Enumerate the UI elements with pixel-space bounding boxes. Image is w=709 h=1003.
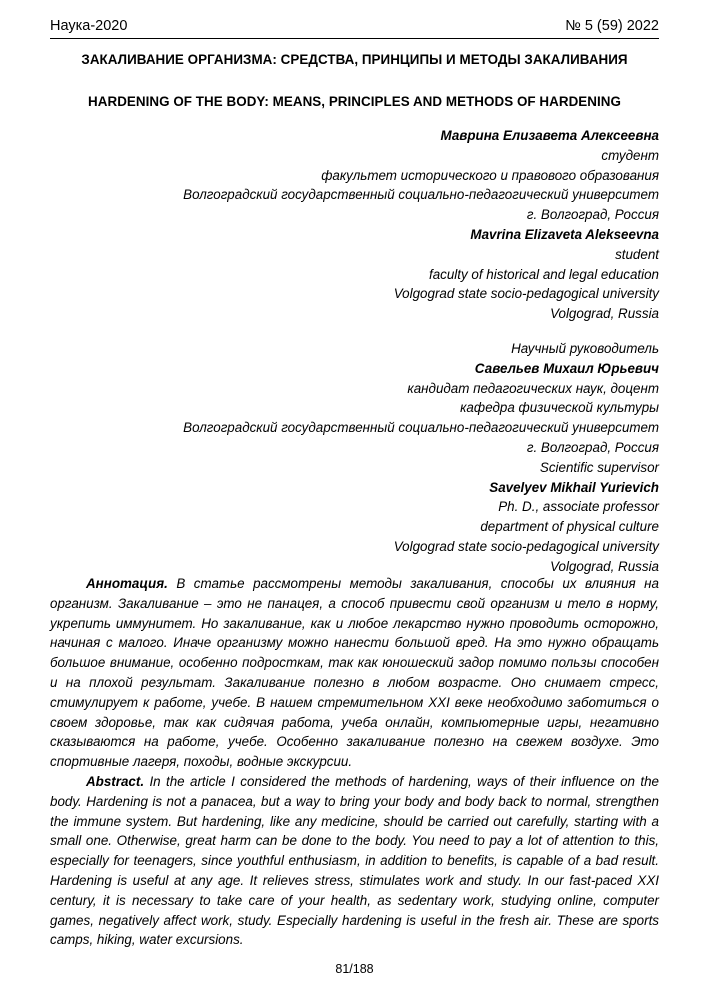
abstract-paragraph-en	[50, 772, 659, 950]
journal-name: Наука-2020	[50, 18, 128, 34]
supervisor-university-en: Volgograd state socio-pedagogical university	[393, 538, 659, 554]
article-title-en: HARDENING OF THE BODY: MEANS, PRINCIPLES AND METHODS OF HARDENING	[88, 94, 621, 109]
running-header	[50, 16, 659, 39]
supervisor-city-ru: г. Волгоград, Россия	[526, 439, 659, 455]
supervisor-name-en: Savelyev Mikhail Yurievich	[489, 479, 659, 495]
author-city-en: Volgograd, Russia	[550, 306, 659, 322]
abstract-text-ru: В статье рассмотрены методы закаливания, способы их влияния на организм. Закаливание – это не панацея, а способ привести свой организм и тело в норму, укрепить иммунитет. Но закаливание, как и любое лекарство нужно проводить осторожно, начиная с малого. Иначе организму можно нанести большой вред. На это нужно обращать большое внимание, особенно подросткам, так как юношеский задор помимо пользы способен и на плохой результат. Закаливание полезно в любом возрасте. Оно снимает стресс, стимулирует к работе, учебе. В нашем стремительном XXI веке необходимо заботиться о своем здоровье, так как сидячая работа, учеба онлайн, компьютерные игры, негативно сказываются на работе, учебе. Особенно закаливание полезно на свежем воздухе. Это спортивные лагеря, походы, водные экскурсии.	[50, 576, 659, 770]
supervisor-degree-en: Ph. D., associate professor	[498, 499, 659, 515]
supervisor-department-en: department of physical culture	[480, 519, 659, 535]
supervisor-degree-ru: кандидат педагогических наук, доцент	[407, 380, 659, 396]
supervisor-label-ru: Научный руководитель	[511, 340, 659, 356]
article-title-ru: ЗАКАЛИВАНИЕ ОРГАНИЗМА: СРЕДСТВА, ПРИНЦИПЫ И МЕТОДЫ ЗАКАЛИВАНИЯ	[81, 52, 628, 67]
section-gap	[50, 324, 659, 339]
issue-number: № 5 (59) 2022	[565, 18, 659, 34]
abstract-label-en: Abstract.	[86, 773, 145, 789]
author-name-ru: Маврина Елизавета Алексеевна	[440, 128, 659, 143]
author-university-en: Volgograd state socio-pedagogical university	[393, 286, 659, 302]
abstract-label-ru: Аннотация.	[86, 576, 168, 591]
abstract-section	[50, 574, 659, 950]
abstract-paragraph-ru	[50, 574, 659, 772]
supervisor-label-en: Scientific supervisor	[539, 459, 659, 475]
author-role-ru: студент	[601, 147, 659, 163]
supervisor-department-ru: кафедра физической культуры	[460, 400, 659, 416]
abstract-text-en: In the article I considered the methods of hardening, ways of their influence on the body. Hardening is not a panacea, but a way to bring your body and body back to normal, strengthen the immune system. But hardening, like any medicine, should be carried out carefully, starting with a small one. Otherwise, great harm can be done to the body. You need to pay a lot of attention to this, especially for teenagers, since youthful enthusiasm, in addition to benefits, is capable of a bad result. Hardening is useful at any age. It relieves stress, stimulates work and study. In our fast-paced XXI century, it is necessary to take care of your health, as sedentary work, studying online, computer games, negatively affect work, study. Especially hardening is useful in the fresh air. These are sports camps, hiking, water excursions.	[50, 773, 659, 948]
author-university-ru: Волгоградский государственный социально-педагогический университет	[183, 187, 659, 203]
supervisor-name-ru: Савельев Михаил Юрьевич	[474, 360, 659, 376]
author-faculty-en: faculty of historical and legal education	[428, 266, 659, 282]
supervisor-university-ru: Волгоградский государственный социально-педагогический университет	[183, 420, 659, 436]
page-number: 81/188	[335, 962, 374, 976]
author-name-en: Mavrina Elizaveta Alekseevna	[470, 226, 659, 242]
author-faculty-ru: факультет исторического и правового образования	[321, 167, 659, 183]
author-role-en: student	[615, 246, 659, 262]
author-block	[50, 126, 659, 577]
author-city-ru: г. Волгоград, Россия	[526, 207, 659, 223]
supervisor-city-en: Volgograd, Russia	[550, 558, 659, 574]
